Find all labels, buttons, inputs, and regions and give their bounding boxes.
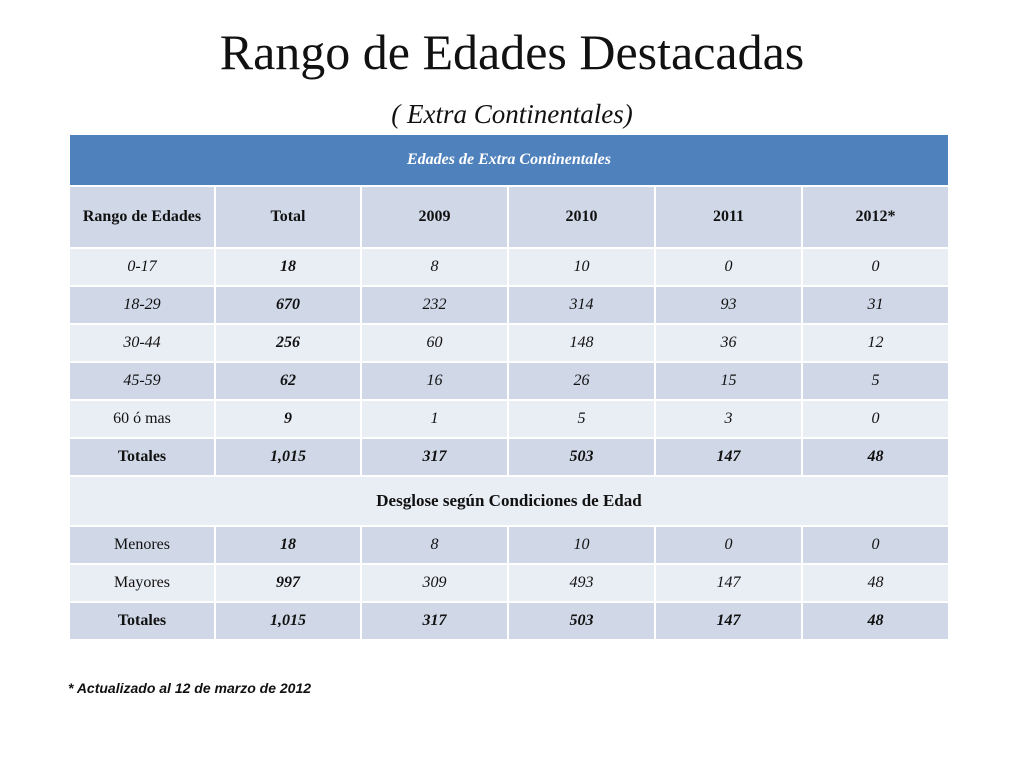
page-title: Rango de Edades Destacadas bbox=[219, 24, 805, 80]
table-row bbox=[69, 248, 949, 286]
value-cell: 0 bbox=[655, 526, 802, 564]
totals-label: Totales bbox=[69, 438, 215, 476]
value-cell: 8 bbox=[361, 248, 508, 286]
age-range-cell: 18-29 bbox=[69, 286, 215, 324]
value-cell: 12 bbox=[802, 324, 949, 362]
page-subtitle: ( Extra Continentales) bbox=[391, 99, 633, 129]
value-cell: 93 bbox=[655, 286, 802, 324]
age-range-cell: 0-17 bbox=[69, 248, 215, 286]
section-header-row bbox=[69, 476, 949, 526]
table-row bbox=[69, 286, 949, 324]
value-cell: 232 bbox=[361, 286, 508, 324]
total-cell: 147 bbox=[655, 438, 802, 476]
table-row bbox=[69, 324, 949, 362]
total-cell: 503 bbox=[508, 602, 655, 640]
value-cell: 26 bbox=[508, 362, 655, 400]
value-cell: 10 bbox=[508, 526, 655, 564]
section-title: Desglose según Condiciones de Edad bbox=[69, 476, 949, 526]
total-cell: 256 bbox=[215, 324, 361, 362]
total-cell: 997 bbox=[215, 564, 361, 602]
table-row bbox=[69, 564, 949, 602]
value-cell: 309 bbox=[361, 564, 508, 602]
total-cell: 48 bbox=[802, 602, 949, 640]
total-cell: 670 bbox=[215, 286, 361, 324]
value-cell: 48 bbox=[802, 564, 949, 602]
value-cell: 0 bbox=[802, 400, 949, 438]
value-cell: 147 bbox=[655, 564, 802, 602]
total-cell: 1,015 bbox=[215, 602, 361, 640]
value-cell: 8 bbox=[361, 526, 508, 564]
value-cell: 314 bbox=[508, 286, 655, 324]
condition-cell: Menores bbox=[69, 526, 215, 564]
totals-row bbox=[69, 602, 949, 640]
total-cell: 317 bbox=[361, 438, 508, 476]
value-cell: 36 bbox=[655, 324, 802, 362]
value-cell: 0 bbox=[802, 526, 949, 564]
totals-row bbox=[69, 438, 949, 476]
column-header: Rango de Edades bbox=[69, 186, 215, 248]
value-cell: 0 bbox=[655, 248, 802, 286]
total-cell: 18 bbox=[215, 248, 361, 286]
total-cell: 1,015 bbox=[215, 438, 361, 476]
value-cell: 10 bbox=[508, 248, 655, 286]
age-range-cell: 30-44 bbox=[69, 324, 215, 362]
column-header: 2012* bbox=[802, 186, 949, 248]
column-header: 2011 bbox=[655, 186, 802, 248]
totals-label: Totales bbox=[69, 602, 215, 640]
value-cell: 493 bbox=[508, 564, 655, 602]
table-row bbox=[69, 526, 949, 564]
value-cell: 3 bbox=[655, 400, 802, 438]
table-banner-row bbox=[69, 134, 949, 186]
value-cell: 0 bbox=[802, 248, 949, 286]
value-cell: 16 bbox=[361, 362, 508, 400]
value-cell: 1 bbox=[361, 400, 508, 438]
table-header-row bbox=[69, 186, 949, 248]
total-cell: 503 bbox=[508, 438, 655, 476]
total-cell: 317 bbox=[361, 602, 508, 640]
table-row bbox=[69, 362, 949, 400]
value-cell: 5 bbox=[802, 362, 949, 400]
total-cell: 9 bbox=[215, 400, 361, 438]
condition-cell: Mayores bbox=[69, 564, 215, 602]
total-cell: 18 bbox=[215, 526, 361, 564]
footnote: * Actualizado al 12 de marzo de 2012 bbox=[68, 680, 312, 696]
total-cell: 62 bbox=[215, 362, 361, 400]
value-cell: 31 bbox=[802, 286, 949, 324]
value-cell: 15 bbox=[655, 362, 802, 400]
age-range-cell: 45-59 bbox=[69, 362, 215, 400]
age-range-table bbox=[68, 133, 950, 641]
age-range-cell: 60 ó mas bbox=[69, 400, 215, 438]
total-cell: 48 bbox=[802, 438, 949, 476]
table-banner: Edades de Extra Continentales bbox=[69, 134, 949, 186]
column-header: 2009 bbox=[361, 186, 508, 248]
column-header: Total bbox=[215, 186, 361, 248]
total-cell: 147 bbox=[655, 602, 802, 640]
column-header: 2010 bbox=[508, 186, 655, 248]
value-cell: 148 bbox=[508, 324, 655, 362]
value-cell: 60 bbox=[361, 324, 508, 362]
table-row bbox=[69, 400, 949, 438]
value-cell: 5 bbox=[508, 400, 655, 438]
